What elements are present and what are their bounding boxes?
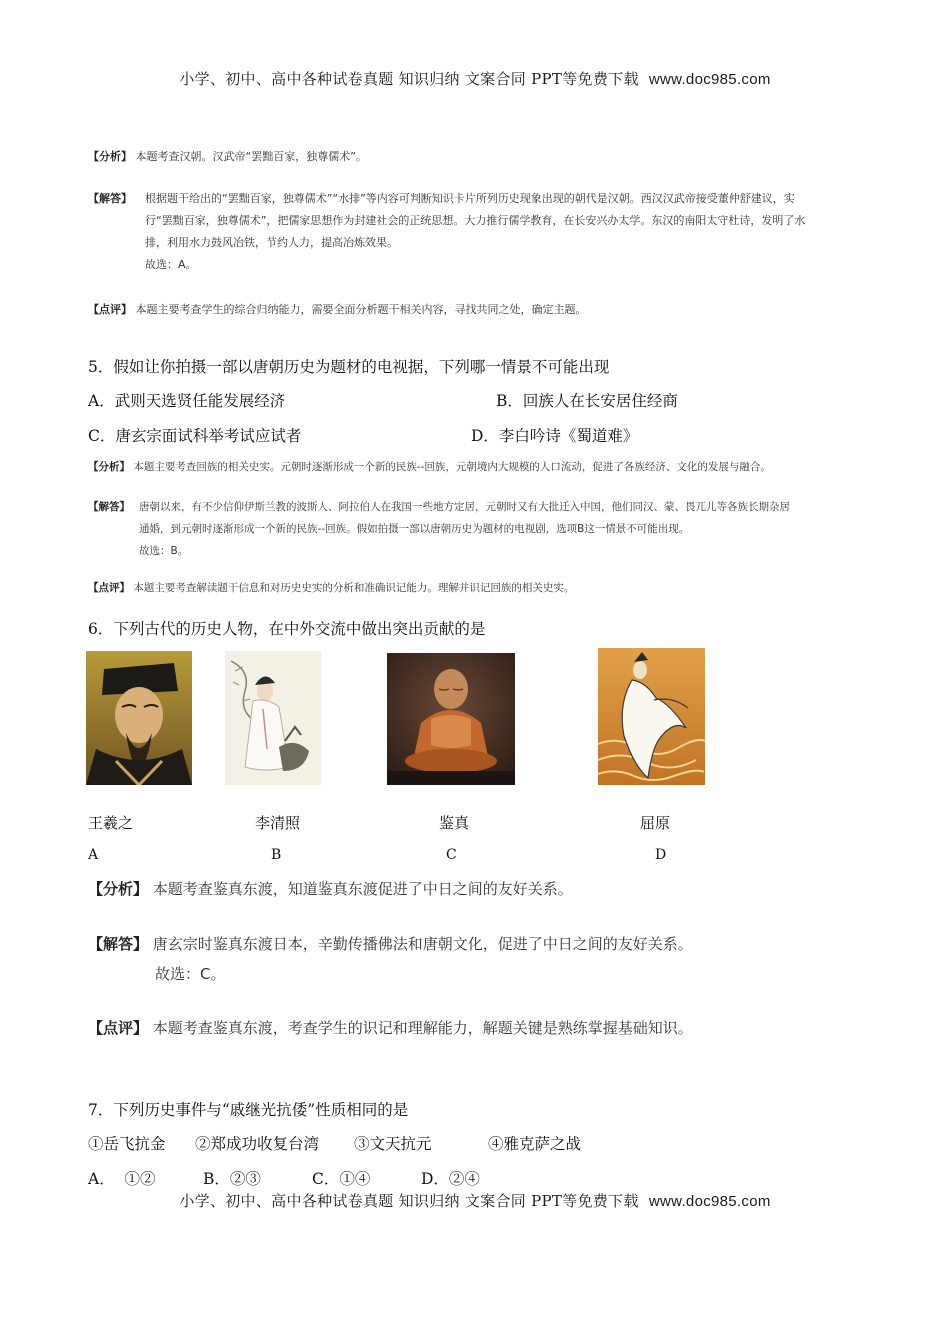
li-qingzhao-portrait: [225, 651, 321, 785]
q5-stem: 5．假如让你拍摄一部以唐朝历史为题材的电视据，下列哪一情景不可能出现: [88, 358, 610, 376]
q5-review: 【点评】 本题主要考查解读题干信息和对历史史实的分析和准确识记能力。理解并识记回族的相关史实。: [88, 582, 575, 594]
wang-xizhi-portrait: [86, 651, 192, 785]
figure-letter-c: C: [446, 847, 457, 863]
q7-event-3: ③文天抗元: [354, 1135, 432, 1153]
qu-yuan-portrait: [598, 648, 705, 785]
q7-event-1: ①岳飞抗金: [88, 1135, 166, 1153]
footer-banner-text: 小学、初中、高中各种试卷真题 知识归纳 文案合同 PPT等免费下载: [179, 1192, 639, 1210]
q5-option-c: C．唐玄宗面试科举考试应试者: [88, 427, 302, 445]
figure-name-b: 李清照: [255, 814, 301, 832]
figure-name-d: 屈原: [640, 814, 671, 832]
q7-event-4: ④雅克萨之战: [488, 1135, 582, 1153]
q7-option-c: C．①④: [312, 1170, 371, 1188]
q4-analysis: 【分析】 本题考查汉朝。汉武帝“罢黜百家，独尊儒术”。: [88, 150, 367, 163]
q7-option-d: D．②④: [421, 1170, 480, 1188]
jianzhen-statue: [387, 653, 515, 785]
q4-answer-tag: 【解答】: [88, 192, 132, 205]
q5-option-d: D．李白吟诗《蜀道难》: [471, 427, 639, 445]
q5-answer-tag: 【解答】: [88, 501, 130, 513]
q6-stem: 6．下列古代的历史人物，在中外交流中做出突出贡献的是: [88, 620, 486, 638]
q7-option-a: A． ①②: [88, 1170, 156, 1188]
q7-option-b: B．②③: [203, 1170, 261, 1188]
q4-review: 【点评】 本题主要考查学生的综合归纳能力，需要全面分析题干相关内容，寻找共同之处，确定主题。: [88, 303, 587, 316]
figure-letter-a: A: [88, 847, 99, 863]
figure-letter-d: D: [655, 847, 667, 863]
banner-text: 小学、初中、高中各种试卷真题 知识归纳 文案合同 PPT等免费下载: [179, 70, 639, 88]
q6-review: 【点评】 本题考查鉴真东渡，考查学生的识记和理解能力，解题关键是熟练掌握基础知识。: [88, 1019, 693, 1037]
q5-option-a: A．武则天选贤任能发展经济: [88, 392, 286, 410]
q7-event-2: ②郑成功收复台湾: [195, 1135, 320, 1153]
q5-option-b: B．回族人在长安居住经商: [496, 392, 678, 410]
footer-banner: [0, 1190, 950, 1211]
header-banner: [0, 68, 950, 89]
q4-answer: 根据题干给出的“罢黜百家，独尊儒术”“水排”等内容可判断知识卡片所列历史现象出现的朝代是汉朝。西汉汉武帝接受董仲舒建议，实 行“罢黜百家，独尊儒术”，把儒家思想作为封建社会的正统思想。大力推行儒学教育，在长安兴办太学。东汉的南阳太守杜诗，发明了水 排，利用水力鼓风冶铁，节约人力，提高冶炼效果。 故选：A。: [145, 192, 806, 271]
figure-name-c: 鉴真: [439, 814, 470, 832]
q5-answer: 唐朝以来，有不少信仰伊斯兰教的波斯人、阿拉伯人在我国一些地方定居，元朝时又有大批迁入中国，他们同汉、蒙、畏兀儿等各族长期杂居 通婚，到元朝时逐渐形成一个新的民族--回族。假如拍摄一部以唐朝历史为题材的电视剧，选项B这一情景不可能出现。 故选：B。: [139, 501, 790, 557]
q6-analysis: 【分析】 本题考查鉴真东渡，知道鉴真东渡促进了中日之间的友好关系。: [88, 880, 573, 898]
q6-answer: 【解答】 唐玄宗时鉴真东渡日本，辛勤传播佛法和唐朝文化，促进了中日之间的友好关系。: [88, 935, 693, 953]
figure-letter-b: B: [271, 847, 282, 863]
q6-answer-choice: 故选：C。: [155, 965, 226, 983]
footer-banner-url[interactable]: www.doc985.com: [648, 1193, 771, 1210]
banner-url[interactable]: www.doc985.com: [648, 71, 771, 88]
q7-stem: 7．下列历史事件与“戚继光抗倭”性质相同的是: [88, 1101, 409, 1119]
q5-analysis: 【分析】 本题主要考查回族的相关史实。元朝时逐渐形成一个新的民族--回族，元朝境内大规模的人口流动，促进了各族经济、文化的发展与融合。: [88, 461, 771, 473]
figure-name-a: 王羲之: [88, 814, 134, 832]
